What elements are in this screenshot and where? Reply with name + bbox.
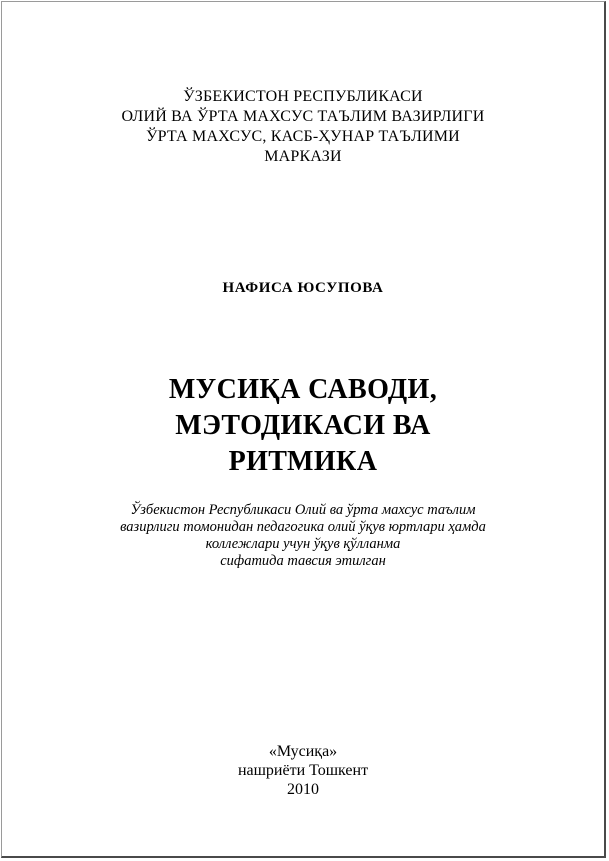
- institution-line-3: ЎРТА МАХСУС, КАСБ-ҲУНАР ТАЪЛИМИ: [146, 128, 460, 145]
- institution-line-2: ОЛИЙ ВА ЎРТА МАХСУС ТАЪЛИМ ВАЗИРЛИГИ: [121, 108, 485, 125]
- approval-line-2: вазирлиги томонидан педагогика олий ўқув юртлари ҳамда: [120, 519, 486, 535]
- title-page: [1, 1, 606, 858]
- publisher-city: нашриёти Тошкент: [237, 762, 369, 779]
- approval-line-4: сифатида тавсия этилган: [220, 553, 386, 569]
- book-title-line-3: РИТМИКА: [228, 446, 378, 477]
- author-name: НАФИСА ЮСУПОВА: [222, 280, 384, 296]
- approval-line-1: Ўзбекистон Республикаси Олий ва ўрта махсус таълим: [130, 502, 476, 518]
- institution-line-1: ЎЗБЕКИСТОН РЕСПУБЛИКАСИ: [183, 88, 423, 105]
- publisher-name: «Мусиқа»: [268, 743, 338, 760]
- book-title-line-2: МЭТОДИКАСИ ВА: [175, 410, 431, 441]
- approval-line-3: коллежлари учун ўқув қўлланма: [205, 536, 401, 552]
- institution-line-4: МАРКАЗИ: [264, 148, 342, 165]
- book-title-line-1: МУСИҚА САВОДИ,: [168, 374, 438, 405]
- publication-year: 2010: [287, 781, 319, 798]
